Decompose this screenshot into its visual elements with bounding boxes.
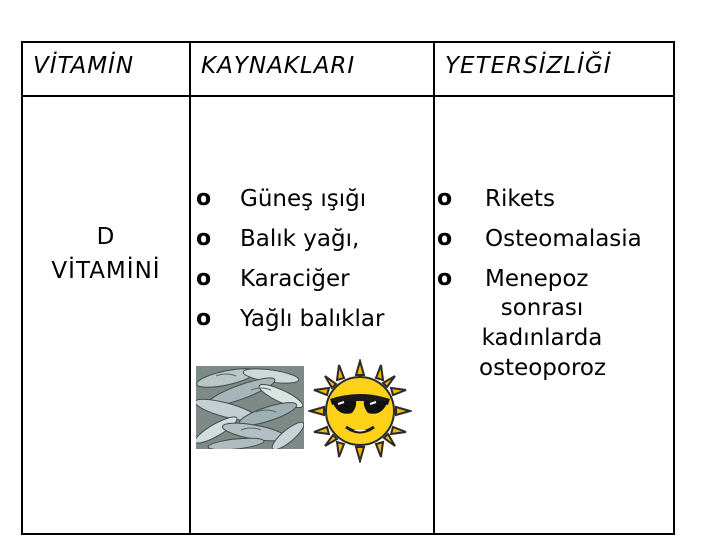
list-item (437, 259, 642, 383)
bullet-icon: o (437, 266, 453, 291)
column-divider (189, 43, 191, 533)
bullet-icon: o (437, 226, 453, 251)
fish-photo (196, 366, 304, 449)
deficiency-text: Menepoz (485, 266, 589, 292)
deficiency-text-continued: sonrası kadınlarda osteoporoz (479, 295, 607, 381)
bullet-icon: o (437, 186, 453, 211)
list-item (196, 179, 384, 219)
deficiency-text: Osteomalasia (485, 226, 642, 252)
sources-list (196, 179, 385, 339)
source-text: Karaciğer (240, 266, 350, 292)
source-text: Yağlı balıklar (240, 306, 385, 332)
list-item (196, 219, 384, 259)
vitamin-table (21, 41, 675, 535)
bullet-icon: o (196, 306, 212, 331)
header-vitamin: VİTAMİN (33, 53, 135, 79)
header-sources: KAYNAKLARI (201, 53, 356, 79)
list-item (437, 219, 642, 259)
source-text: Balık yağı, (240, 226, 360, 252)
list-item (196, 259, 384, 299)
header-divider (23, 95, 673, 97)
vitamin-name-line2: VİTAMİNİ (51, 258, 161, 284)
deficiency-list (437, 179, 642, 383)
header-deficiency: YETERSİZLİĞİ (445, 53, 612, 79)
list-item (196, 299, 385, 339)
bullet-icon: o (196, 266, 212, 291)
list-item (437, 179, 642, 219)
deficiency-text: Rikets (485, 186, 556, 212)
bullet-icon: o (196, 226, 212, 251)
bullet-icon: o (196, 186, 212, 211)
source-text: Güneş ışığı (240, 186, 367, 212)
sun-with-sunglasses-icon (308, 359, 412, 463)
column-divider (433, 43, 435, 533)
vitamin-name-line1: D (96, 224, 116, 250)
